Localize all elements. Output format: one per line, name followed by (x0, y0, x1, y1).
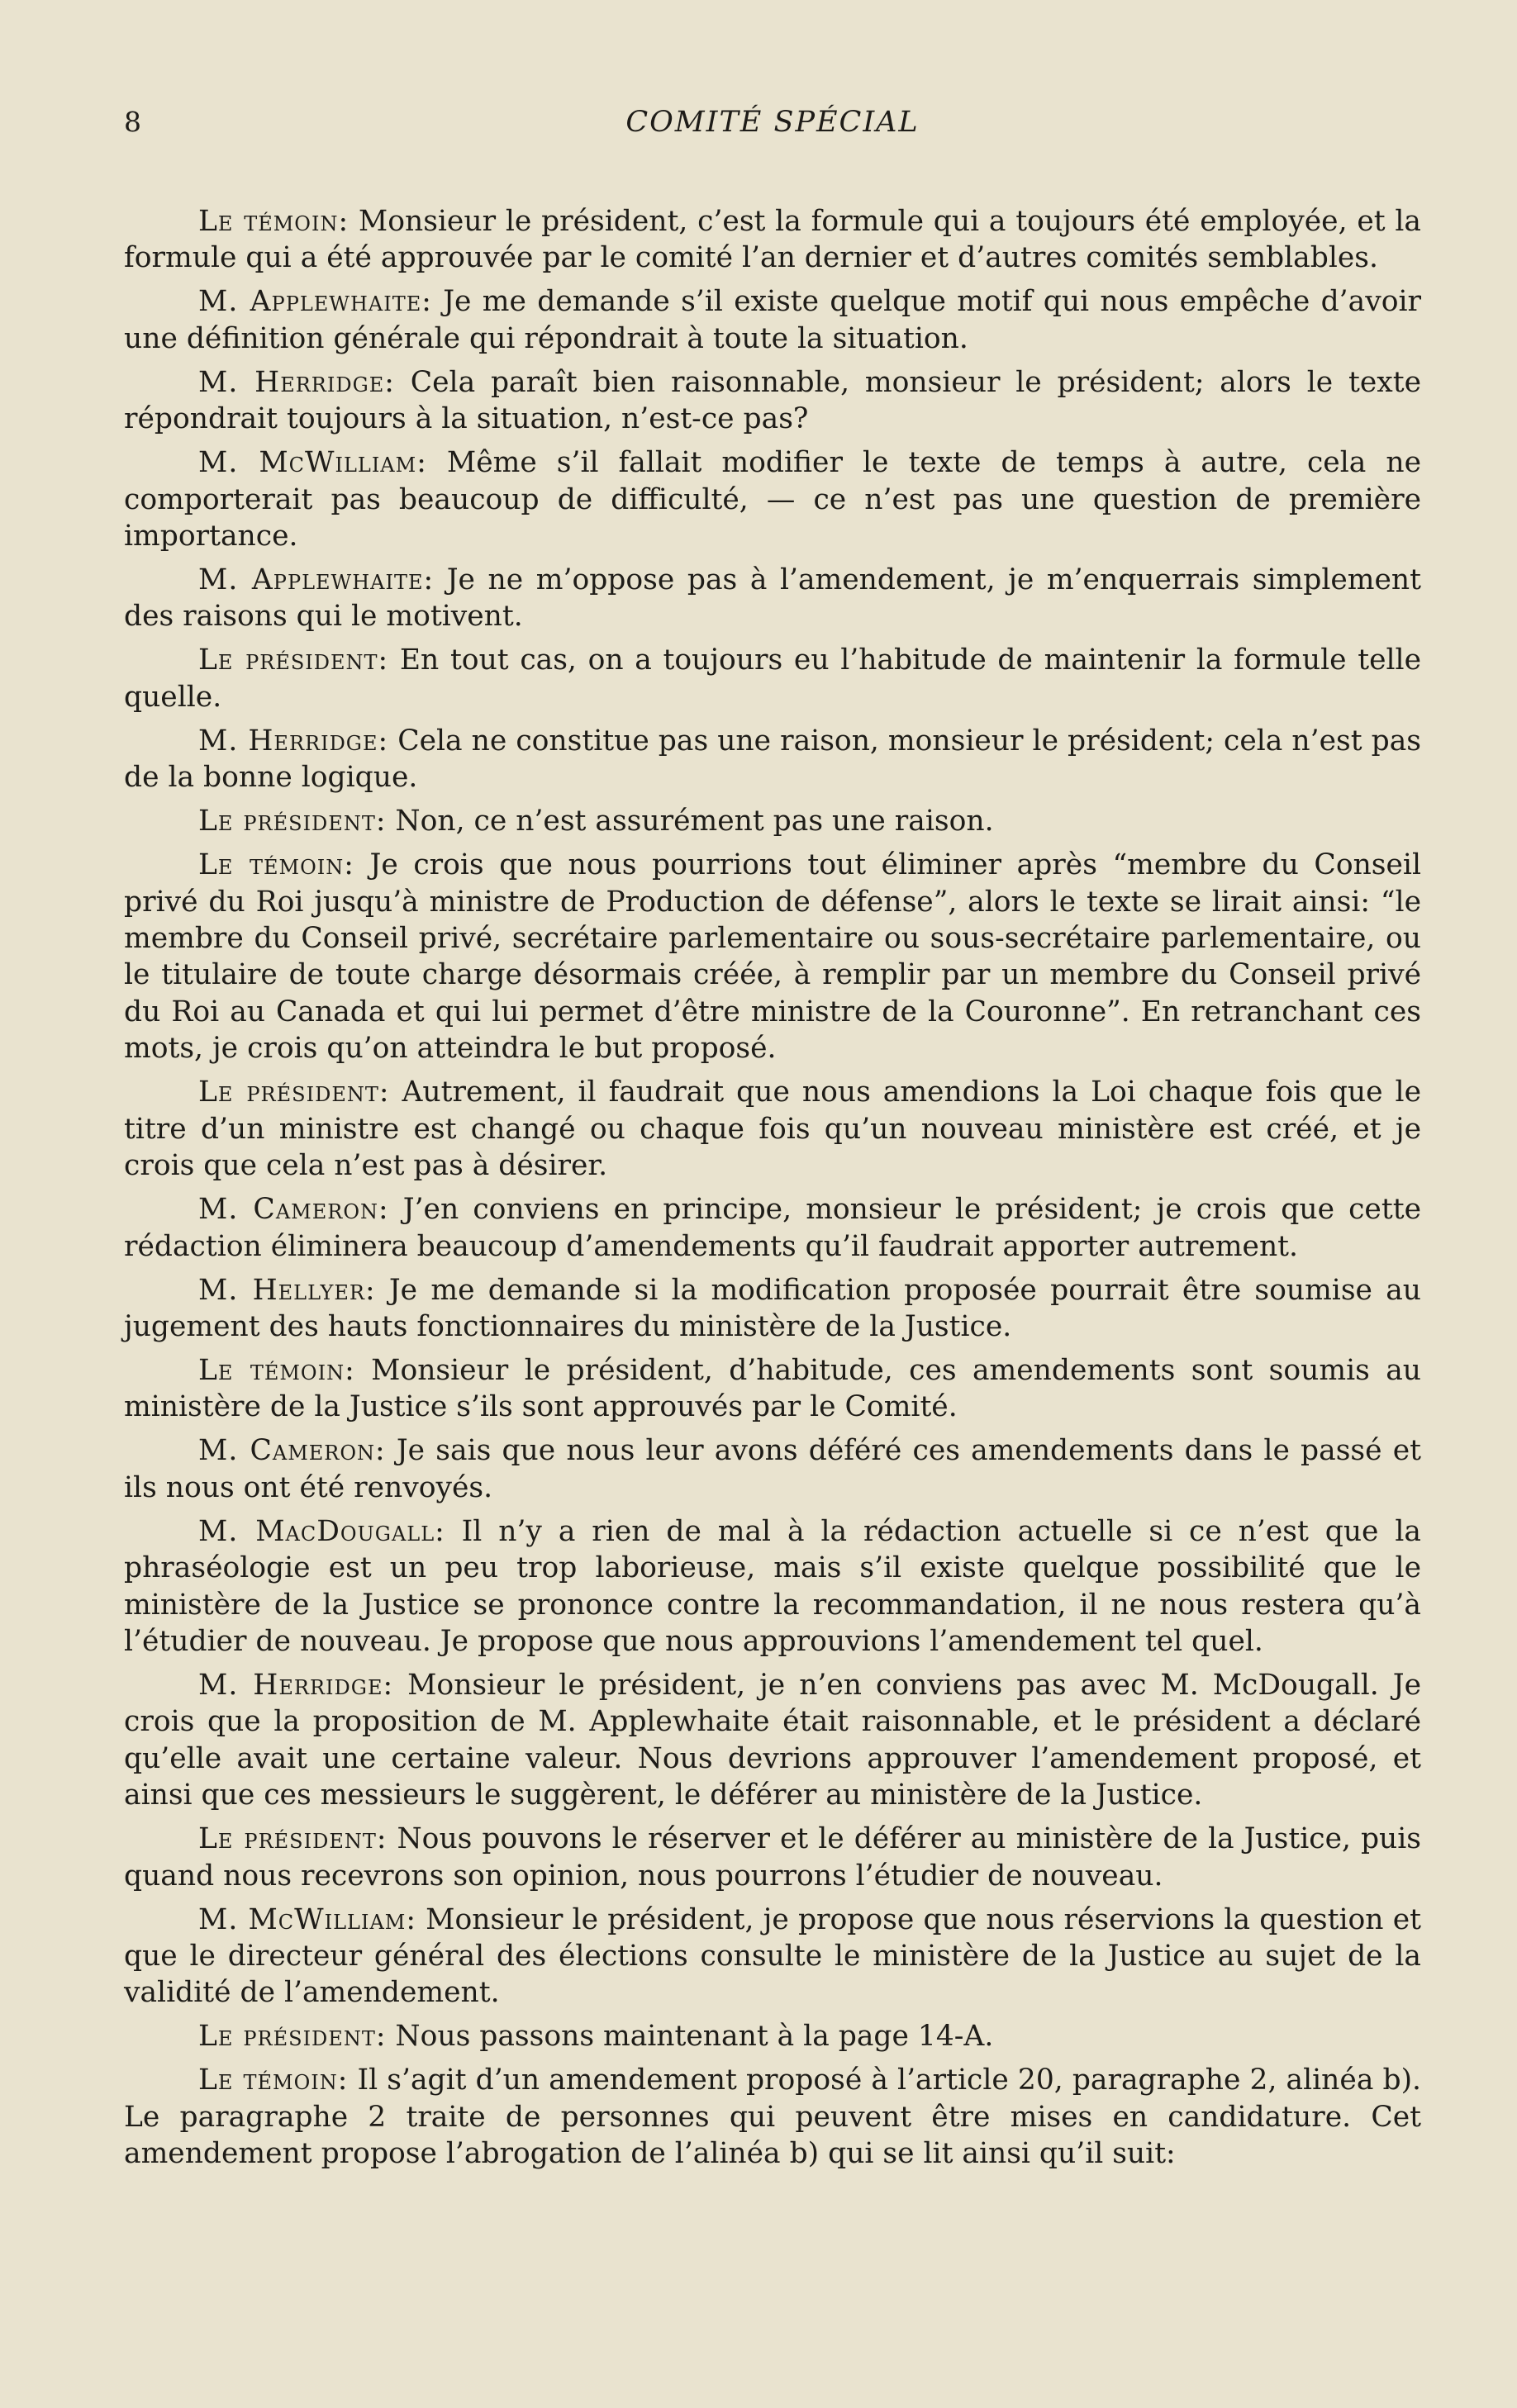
paragraph (124, 1272, 1421, 1346)
paragraph-text: Monsieur le président, je propose que nous réservions la question et que le directeur général des élections consulte le ministère de la Justice au sujet de la validité de l’amendement. (124, 1902, 1421, 2010)
paragraph (124, 723, 1421, 796)
speaker-name: M. MacDougall: (198, 1514, 445, 1548)
speaker-name: M. Applewhaite: (198, 285, 432, 319)
speaker-name: M. McWilliam: (198, 446, 427, 480)
running-title: COMITÉ SPÉCIAL (625, 106, 920, 139)
paragraph-text: Cela paraît bien raisonnable, monsieur le président; alors le texte répondrait toujours à la situation, n’est-ce pas? (124, 365, 1421, 436)
paragraph (124, 2018, 1421, 2054)
speaker-name: M. Herridge: (198, 724, 389, 758)
page-number: 8 (124, 106, 141, 138)
paragraph (124, 1821, 1421, 1894)
paragraph (124, 562, 1421, 635)
speaker-name: Le témoin: (198, 2064, 349, 2097)
paragraph-text: Il n’y a rien de mal à la rédaction actuelle si ce n’est que la phraséologie est un peu trop laborieuse, mais s’il existe quelque possibilité que le ministère de la Justice se prononce contre la recommandation, il ne nous restera qu’à l’étudier de nouveau. Je propose que nous approuvions l’amendement tel quel. (124, 1514, 1421, 1658)
paragraph-text: Même s’il fallait modifier le texte de temps à autre, cela ne comporterait pas beaucoup de difficulté, — ce n’est pas une question de première importance. (124, 446, 1421, 553)
paragraph (124, 1191, 1421, 1265)
speaker-name: M. McWilliam: (198, 1902, 416, 1936)
speaker-name: Le président: (198, 2020, 387, 2054)
paragraph-text: Je ne m’oppose pas à l’amendement, je m’enquerrais simplement des raisons qui le motivent. (124, 563, 1421, 634)
paragraph-text: Cela ne constitue pas une raison, monsieur le président; cela n’est pas de la bonne logique. (124, 724, 1422, 795)
paragraph-text: Je me demande si la modification proposée pourrait être soumise au jugement des hauts fonctionnaires du ministère de la Justice. (124, 1273, 1422, 1343)
transcript-body (124, 203, 1421, 2173)
paragraph (124, 1352, 1421, 1426)
paragraph-text: Monsieur le président, je n’en conviens pas avec M. McDougall. Je crois que la proposition de M. Applewhaite était raisonnable, et le président a déclaré qu’elle avait une certaine valeur. Nous devrions approuver l’amendement proposé, et ainsi que ces messieurs le suggèrent, le déférer au ministère de la Justice. (124, 1668, 1421, 1812)
speaker-name: M. Hellyer: (198, 1273, 376, 1307)
paragraph-text: J’en conviens en principe, monsieur le président; je crois que cette rédaction éliminera beaucoup d’amendements qu’il faudrait apporter autrement. (124, 1193, 1421, 1263)
paragraph (124, 1513, 1421, 1660)
paragraph-text: Je sais que nous leur avons déféré ces amendements dans le passé et ils nous ont été renvoyés. (124, 1434, 1421, 1504)
paragraph (124, 444, 1421, 554)
speaker-name: Le témoin: (198, 1353, 355, 1387)
paragraph (124, 1667, 1421, 1814)
paragraph (124, 1432, 1421, 1506)
speaker-name: M. Cameron: (198, 1193, 389, 1227)
paragraph (124, 642, 1421, 715)
paragraph-text: Nous passons maintenant à la page 14-A. (386, 2020, 994, 2054)
paragraph-text: Monsieur le président, d’habitude, ces amendements sont soumis au ministère de la Justice s’ils sont approuvés par le Comité. (124, 1353, 1421, 1424)
paragraph (124, 847, 1421, 1066)
paragraph-text: Il s’agit d’un amendement proposé à l’article 20, paragraphe 2, alinéa b). Le paragraphe 2 traite de personnes qui peuvent être mises en candidature. Cet amendement propose l’abrogation de l’alinéa b) qui se lit ainsi qu’il suit: (124, 2064, 1422, 2171)
speaker-name: Le président: (198, 1076, 390, 1109)
paragraph (124, 1902, 1421, 2011)
speaker-name: Le témoin: (198, 848, 354, 882)
page-header (124, 106, 1421, 147)
paragraph (124, 2062, 1421, 2172)
speaker-name: Le président: (198, 805, 387, 838)
speaker-name: Le président: (198, 1822, 388, 1856)
paragraph-text: Nous pouvons le réserver et le déférer au ministère de la Justice, puis quand nous recevrons son opinion, nous pourrons l’étudier de nouveau. (124, 1822, 1421, 1893)
paragraph-text: Autrement, il faudrait que nous amendions la Loi chaque fois que le titre d’un ministre est changé ou chaque fois qu’un nouveau ministère est créé, et je crois que cela n’est pas à désirer. (124, 1076, 1421, 1183)
speaker-name: M. Herridge: (198, 1668, 394, 1702)
paragraph-text: Monsieur le président, c’est la formule qui a toujours été employée, et la formule qui a été approuvée par le comité l’an dernier et d’autres comités semblables. (124, 205, 1421, 275)
paragraph-text: Je me demande s’il existe quelque motif qui nous empêche d’avoir une définition générale qui répondrait à toute la situation. (124, 285, 1422, 355)
paragraph (124, 283, 1421, 357)
speaker-name: M. Applewhaite: (198, 563, 435, 597)
paragraph (124, 364, 1421, 438)
speaker-name: M. Herridge: (198, 365, 395, 399)
speaker-name: Le témoin: (198, 205, 350, 238)
paragraph (124, 1074, 1421, 1184)
speaker-name: M. Cameron: (198, 1434, 386, 1468)
paragraph-text: En tout cas, on a toujours eu l’habitude de maintenir la formule telle quelle. (124, 644, 1421, 714)
paragraph (124, 803, 1421, 839)
paragraph-text: Je crois que nous pourrions tout éliminer après “membre du Conseil privé du Roi jusqu’à ministre de Production de défense”, alors le texte se lirait ainsi: “le membre du Conseil privé, secrétaire parlementaire ou sous-secrétaire parlementaire, ou le titulaire de toute charge désormais créée, à remplir par un membre du Conseil privé du Roi au Canada et qui lui permet d’être ministre de la Couronne”. En retranchant ces mots, je crois qu’on atteindra le but proposé. (124, 848, 1421, 1066)
paragraph-text: Non, ce n’est assurément pas une raison. (386, 805, 994, 838)
paragraph (124, 203, 1421, 277)
speaker-name: Le président: (198, 644, 389, 677)
